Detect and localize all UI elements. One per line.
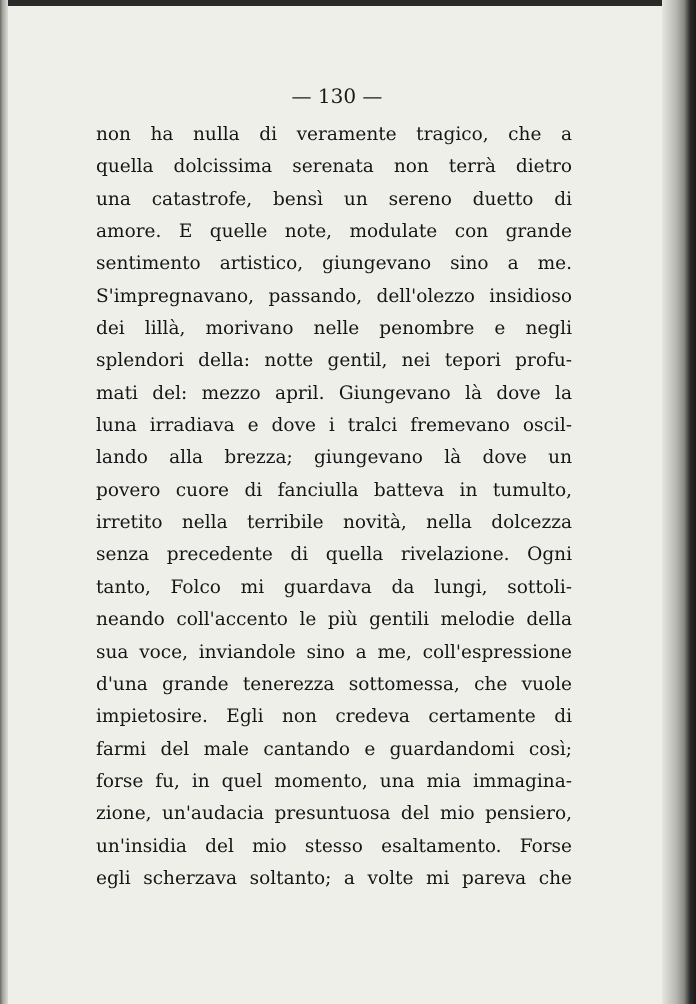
text-line: farmi del male cantando e guardandomi così; [96, 738, 572, 760]
text-line: sua voce, inviandole sino a me, coll'espressione [96, 641, 572, 663]
text-line: un'insidia del mio stesso esaltamento. Forse [96, 835, 572, 857]
text-line: irretito nella terribile novità, nella dolcezza [96, 512, 572, 534]
page-number: — 130 — [291, 84, 383, 108]
text-line: amore. E quelle note, modulate con grande [96, 221, 572, 243]
text-line: luna irradiava e dove i tralci fremevano oscil- [96, 415, 572, 437]
scan-top-edge [0, 0, 696, 6]
body-text [96, 119, 572, 895]
text-line: splendori della: notte gentil, nei tepori profu- [96, 350, 572, 372]
text-line: lando alla brezza; giungevano là dove un [96, 447, 572, 469]
text-line: d'una grande tenerezza sottomessa, che vuole [96, 673, 572, 695]
text-line: tanto, Folco mi guardava da lungi, sottoli- [96, 576, 572, 598]
text-line: povero cuore di fanciulla batteva in tumulto, [96, 479, 572, 501]
text-line: neando coll'accento le più gentili melodie della [96, 609, 572, 631]
text-line: dei lillà, morivano nelle penombre e negli [96, 318, 572, 340]
text-line: impietosire. Egli non credeva certamente di [96, 706, 572, 728]
text-line: non ha nulla di veramente tragico, che a [96, 124, 572, 145]
text-line: mati del: mezzo april. Giungevano là dove la [96, 382, 572, 404]
text-line: una catastrofe, bensì un sereno duetto di [96, 188, 572, 210]
text-line: S'impregnavano, passando, dell'olezzo insidioso [96, 285, 572, 307]
text-line: forse fu, in quel momento, una mia immagina- [96, 770, 572, 792]
text-line: egli scherzava soltanto; a volte mi pareva che [96, 867, 572, 889]
scan-left-edge [0, 0, 8, 1004]
scan-right-edge [662, 0, 696, 1004]
text-line: quella dolcissima serenata non terrà dietro [96, 156, 572, 178]
text-line: senza precedente di quella rivelazione. Ogni [96, 544, 572, 566]
text-line: zione, un'audacia presuntuosa del mio pensiero, [96, 803, 572, 825]
text-line: sentimento artistico, giungevano sino a me. [96, 253, 572, 275]
